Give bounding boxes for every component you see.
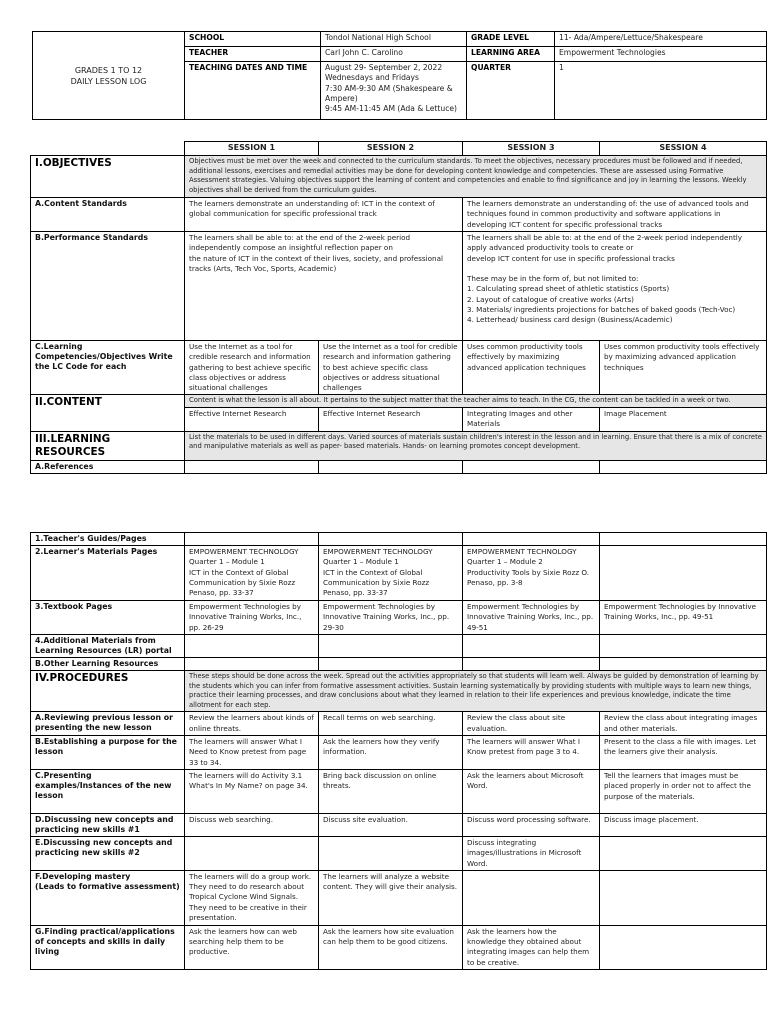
competency-s3: Uses common productivity tools effectively by maximizing advanced application techniques <box>463 341 600 395</box>
textbook-s2: Empowerment Technologies by Innovative Training Works, Inc., pp. 29-30 <box>319 601 463 635</box>
teacher-label: TEACHER <box>185 47 321 62</box>
procedure-f-s1: The learners will do a group work. They need to do research about Tropical Cyclone Wind Signals. They need to be creative in their presentation. <box>185 870 319 925</box>
lesson-table-part1 <box>30 141 767 474</box>
lesson-table-part2 <box>30 532 767 970</box>
procedure-a-s3: Review the class about site evaluation. <box>463 712 600 736</box>
procedure-a-s2: Recall terms on web searching. <box>319 712 463 736</box>
content-note: Content is what the lesson is all about. It pertains to the subject matter that the teacher aims to teach. In the CG, the content can be tackled in a week or two. <box>185 395 767 408</box>
content-s2: Effective Internet Research <box>319 408 463 432</box>
procedure-f-label: F.Developing mastery (Leads to formative assessment) <box>31 870 185 925</box>
resources-heading: III.LEARNING RESOURCES <box>31 431 185 460</box>
other-resources-label: B.Other Learning Resources <box>31 658 185 671</box>
log-title-line1: GRADES 1 TO 12 <box>74 65 143 75</box>
header-table <box>32 31 767 120</box>
additional-materials-label: 4.Additional Materials from Learning Resources (LR) portal <box>31 635 185 658</box>
grade-label: GRADE LEVEL <box>467 32 555 47</box>
procedure-g-s2: Ask the learners how site evaluation can help them to be good citizens. <box>319 925 463 969</box>
school-label: SCHOOL <box>185 32 321 47</box>
session-4-header: SESSION 4 <box>600 142 767 156</box>
textbook-s1: Empowerment Technologies by Innovative Training Works, Inc., pp. 26-29 <box>185 601 319 635</box>
procedure-c-s4: Tell the learners that images must be placed properly in order not to affect the purpose of the materials. <box>600 769 767 813</box>
procedure-c-label: C.Presenting examples/Instances of the new lesson <box>31 769 185 813</box>
competencies-label: C.Learning Competencies/Objectives Write the LC Code for each <box>31 341 185 395</box>
textbook-pages-label: 3.Textbook Pages <box>31 601 185 635</box>
session-2-header: SESSION 2 <box>319 142 463 156</box>
references-label: A.References <box>31 460 185 473</box>
teachers-guide-label: 1.Teacher's Guides/Pages <box>31 533 185 546</box>
learners-materials-label: 2.Learner's Materials Pages <box>31 546 185 601</box>
procedure-c-s3: Ask the learners about Microsoft Word. <box>463 769 600 813</box>
session-3-header: SESSION 3 <box>463 142 600 156</box>
school-value: Tondol National High School <box>321 32 467 47</box>
area-label: LEARNING AREA <box>467 47 555 62</box>
dates-value: August 29- September 2, 2022 Wednesdays and Fridays 7:30 AM-9:30 AM (Shakespeare & Ampere) 9:45 AM-11:45 AM (Ada & Lettuce) <box>321 62 467 120</box>
procedure-b-s4: Present to the class a file with images. Let the learners give their analysis. <box>600 735 767 769</box>
procedure-a-s4: Review the class about integrating images and other materials. <box>600 712 767 736</box>
procedure-e-s3: Discuss integrating images/illustrations in Microsoft Word. <box>463 836 600 870</box>
quarter-label: QUARTER <box>467 62 555 120</box>
procedure-a-s1: Review the learners about kinds of online threats. <box>185 712 319 736</box>
competency-s1: Use the Internet as a tool for credible research and information gathering to best achieve specific class objectives or address situational challenges <box>185 341 319 395</box>
content-s1: Effective Internet Research <box>185 408 319 432</box>
objectives-heading: I.OBJECTIVES <box>31 156 185 198</box>
procedure-g-s3: Ask the learners how the knowledge they obtained about integrating images can help them to be creative. <box>463 925 600 969</box>
procedure-b-s2: Ask the learners how they verify information. <box>319 735 463 769</box>
procedure-g-s1: Ask the learners how can web searching help them to be productive. <box>185 925 319 969</box>
procedure-c-s1: The learners will do Activity 3.1 What's In My Name? on page 34. <box>185 769 319 813</box>
teacher-value: Carl John C. Carolino <box>321 47 467 62</box>
content-s4: Image Placement <box>600 408 767 432</box>
performance-standards-label: B.Performance Standards <box>31 232 185 341</box>
quarter-value: 1 <box>555 62 767 120</box>
dates-label: TEACHING DATES AND TIME <box>185 62 321 120</box>
procedure-d-s1: Discuss web searching. <box>185 813 319 836</box>
content-standards-s34: The learners demonstrate an understanding of: the use of advanced tools and techniques found in common productivity and software applications in developing ICT content for specific professional tracks <box>463 198 767 232</box>
area-value: Empowerment Technologies <box>555 47 767 62</box>
objectives-note: Objectives must be met over the week and connected to the curriculum standards. To meet the objectives, necessary procedures must be followed and if needed, additional lessons, exercises and remedial activities may be done for developing content knowledge and competencies. These are assessed using Formative Assessment strategies. Valuing objectives support the learning of content and competencies and enable to find significance and joy in learning the lessons. Weekly objectives shall be derived from the curriculum guides. <box>185 156 767 198</box>
procedure-e-label: E.Discussing new concepts and practicing new skills #2 <box>31 836 185 870</box>
resources-note: List the materials to be used in different days. Varied sources of materials sustain children's interest in the lesson and in learning. Ensure that there is a mix of concrete and manipulative materials as well as paper- based materials. Hands- on learning promotes concept development. <box>185 431 767 460</box>
procedure-d-s2: Discuss site evaluation. <box>319 813 463 836</box>
procedures-heading: IV.PROCEDURES <box>31 671 185 712</box>
log-title <box>33 32 185 120</box>
procedure-c-s2: Bring back discussion on online threats. <box>319 769 463 813</box>
performance-standards-s34: The learners shall be able to: at the end of the 2-week period independently apply advanced productivity tools to create or develop ICT content for use in specific professional tracks These may be in the form of, but not limited to: 1. Calculating spread sheet of athletic statistics (Sports) 2. Layout of catalogue of creative works (Arts) 3. Materials/ ingredients projections for batches of baked goods (Tech-Voc) 4. Letterhead/ business card design (Business/Academic) <box>463 232 767 341</box>
procedures-note: These steps should be done across the week. Spread out the activities appropriately so that students will learn well. Always be guided by demonstration of learning by the students which you can infer from formative assessment activities. Sustain learning systematically by providing students with multiple ways to learn new things, practice their learning processes, and draw conclusions about what they learned in relation to their life experiences and previous knowledge, indicate the time allotment for each step. <box>185 671 767 712</box>
performance-standards-s12: The learners shall be able to: at the end of the 2-week period independently compose an insightful reflection paper on the nature of ICT in the context of their lives, society, and professional tracks (Arts, Tech Voc, Sports, Academic) <box>185 232 463 341</box>
learners-materials-s1: EMPOWERMENT TECHNOLOGY Quarter 1 – Module 1 ICT in the Context of Global Communication by Sixie Rozz Penaso, pp. 33-37 <box>185 546 319 601</box>
learners-materials-s2: EMPOWERMENT TECHNOLOGY Quarter 1 – Module 1 ICT in the Context of Global Communication by Sixie Rozz Penaso, pp. 33-37 <box>319 546 463 601</box>
procedure-d-label: D.Discussing new concepts and practicing new skills #1 <box>31 813 185 836</box>
procedure-b-s3: The learners will answer What I Know pretest from page 3 to 4. <box>463 735 600 769</box>
content-s3: Integrating Images and other Materials <box>463 408 600 432</box>
content-heading: II.CONTENT <box>31 395 185 431</box>
textbook-s3: Empowerment Technologies by Innovative Training Works, Inc., pp. 49-51 <box>463 601 600 635</box>
session-1-header: SESSION 1 <box>185 142 319 156</box>
log-title-line2: DAILY LESSON LOG <box>70 76 147 86</box>
procedure-d-s3: Discuss word processing software. <box>463 813 600 836</box>
content-standards-label: A.Content Standards <box>31 198 185 232</box>
content-standards-s12: The learners demonstrate an understanding of: ICT in the context of global communication for specific professional track <box>185 198 463 232</box>
procedure-f-s2: The learners will analyze a website content. They will give their analysis. <box>319 870 463 925</box>
procedure-b-label: B.Establishing a purpose for the lesson <box>31 735 185 769</box>
procedure-a-label: A.Reviewing previous lesson or presenting the new lesson <box>31 712 185 736</box>
procedure-g-label: G.Finding practical/applications of concepts and skills in daily living <box>31 925 185 969</box>
competency-s4: Uses common productivity tools effectively by maximizing advanced application techniques <box>600 341 767 395</box>
learners-materials-s3: EMPOWERMENT TECHNOLOGY Quarter 1 – Module 2 Productivity Tools by Sixie Rozz O. Penaso, pp. 3-8 <box>463 546 600 601</box>
procedure-b-s1: The learners will answer What I Need to Know pretest from page 33 to 34. <box>185 735 319 769</box>
procedure-d-s4: Discuss image placement. <box>600 813 767 836</box>
grade-value: 11- Ada/Ampere/Lettuce/Shakespeare <box>555 32 767 47</box>
textbook-s4: Empowerment Technologies by Innovative Training Works, Inc., pp. 49-51 <box>600 601 767 635</box>
competency-s2: Use the Internet as a tool for credible research and information gathering to best achieve specific class objectives or address situational challenges <box>319 341 463 395</box>
